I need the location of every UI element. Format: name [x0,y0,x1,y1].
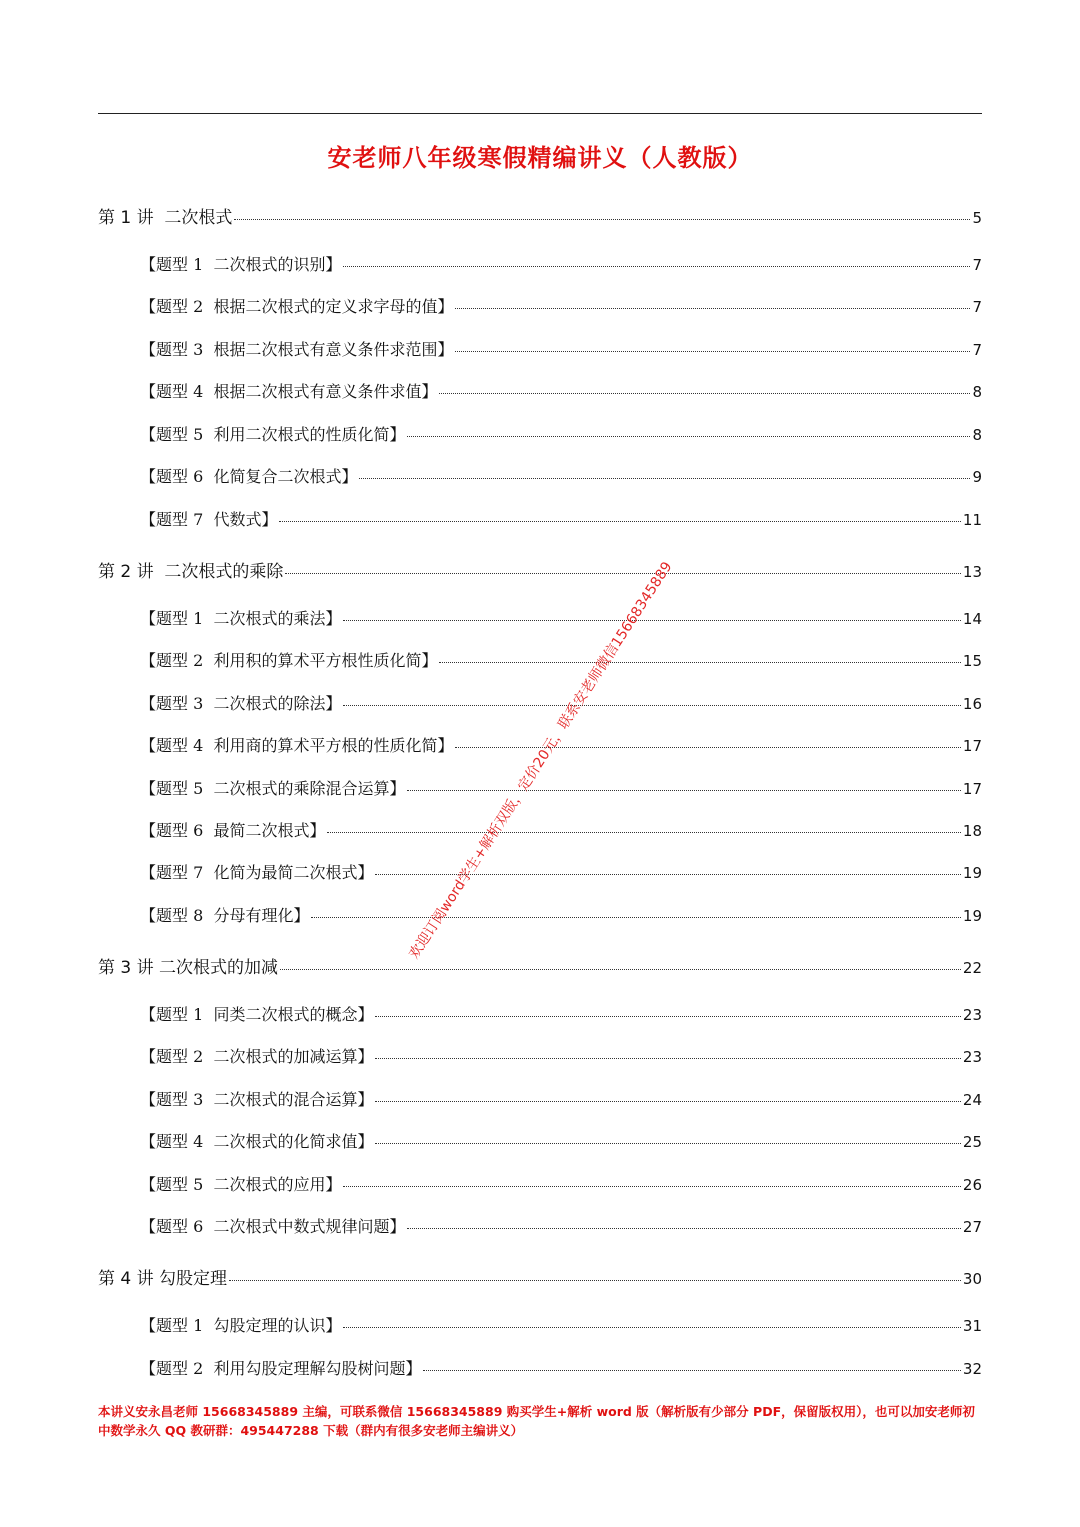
toc-section-entry[interactable] [140,1002,982,1028]
toc-section-entry[interactable] [140,818,982,844]
toc-chapter-entry[interactable] [98,1264,982,1290]
toc-page-number: 26 [962,1176,982,1194]
toc-entry-label: 【题型 3 二次根式的混合运算】 [140,1090,374,1109]
toc-section-entry[interactable] [140,1044,982,1070]
toc-page-number: 7 [972,298,982,316]
toc-entry-label: 第 2 讲 二次根式的乘除 [98,562,284,582]
toc-page-number: 31 [962,1317,982,1335]
dot-leader [375,1143,960,1144]
toc-section-entry[interactable] [140,606,982,632]
toc-section-entry[interactable] [140,252,982,278]
dot-leader [285,573,960,574]
dot-leader [455,308,970,309]
footer-note: 本讲义安永昌老师 15668345889 主编，可联系微信 15668345889 购买学生+解析 word 版（解析版有少部分 PDF，保留版权用），也可以加安老师初中数学永久 QQ 教研群：495447288 下载（群内有很多安老师主编讲义） [98,1404,975,1438]
dot-leader [343,620,960,621]
dot-leader [407,1228,960,1229]
dot-leader [359,478,970,479]
dot-leader [234,219,970,220]
toc-page-number: 19 [962,907,982,925]
toc-section-entry[interactable] [140,776,982,802]
toc-section-entry[interactable] [140,1356,982,1382]
toc-page-number: 19 [962,864,982,882]
toc-entry-label: 第 1 讲 二次根式 [98,208,233,228]
dot-leader [407,790,960,791]
dot-leader [343,705,960,706]
toc-chapter-entry[interactable] [98,953,982,979]
dot-leader [311,917,960,918]
toc-section-entry[interactable] [140,1129,982,1155]
toc-page-number: 18 [962,822,982,840]
dot-leader [439,393,970,394]
toc-page-number: 14 [962,610,982,628]
toc-page-number: 22 [962,959,982,977]
toc-page-number: 23 [962,1006,982,1024]
toc-entry-label: 【题型 6 最简二次根式】 [140,821,326,840]
dot-leader [423,1370,960,1371]
toc-entry-label: 第 4 讲 勾股定理 [98,1269,228,1289]
toc-entry-label: 【题型 4 根据二次根式有意义条件求值】 [140,382,438,401]
document-title: 安老师八年级寒假精编讲义（人教版） [327,143,753,172]
toc-section-entry[interactable] [140,1313,982,1339]
dot-leader [455,747,960,748]
dot-leader [343,266,970,267]
toc-entry-label: 【题型 1 勾股定理的认识】 [140,1316,342,1335]
toc-entry-label: 【题型 3 二次根式的除法】 [140,694,342,713]
toc-entry-label: 【题型 4 利用商的算术平方根的性质化简】 [140,736,454,755]
toc-entry-label: 【题型 1 二次根式的识别】 [140,255,342,274]
toc-entry-label: 【题型 2 利用勾股定理解勾股树问题】 [140,1359,422,1378]
toc-entry-label: 【题型 1 二次根式的乘法】 [140,609,342,628]
toc-section-entry[interactable] [140,860,982,886]
toc-chapter-entry[interactable] [98,203,982,229]
toc-entry-label: 【题型 2 根据二次根式的定义求字母的值】 [140,297,454,316]
toc-section-entry[interactable] [140,903,982,929]
toc-entry-label: 【题型 2 二次根式的加减运算】 [140,1047,374,1066]
toc-page-number: 11 [962,511,982,529]
toc-entry-label: 【题型 6 二次根式中数式规律问题】 [140,1217,406,1236]
toc-entry-label: 【题型 6 化简复合二次根式】 [140,467,358,486]
toc-page-number: 13 [962,563,982,581]
toc-section-entry[interactable] [140,337,982,363]
dot-leader [455,351,970,352]
watermark: 欢迎订阅word学生+解析双版，定价20元，联系安老师微信15668345889 [406,559,676,962]
toc-page-number: 5 [972,209,982,227]
toc-section-entry[interactable] [140,1087,982,1113]
toc-entry-label: 【题型 3 根据二次根式有意义条件求范围】 [140,340,454,359]
toc-entry-label: 【题型 5 利用二次根式的性质化简】 [140,425,406,444]
toc-page-number: 25 [962,1133,982,1151]
toc-entry-label: 【题型 7 化简为最简二次根式】 [140,863,374,882]
toc-entry-label: 【题型 5 二次根式的应用】 [140,1175,342,1194]
dot-leader [229,1280,961,1281]
dot-leader [375,1101,960,1102]
dot-leader [375,1058,960,1059]
toc-entry-label: 【题型 1 同类二次根式的概念】 [140,1005,374,1024]
toc-section-entry[interactable] [140,422,982,448]
toc-page-number: 16 [962,695,982,713]
toc-page-number: 9 [972,468,982,486]
toc-page-number: 8 [972,383,982,401]
toc-section-entry[interactable] [140,294,982,320]
toc-page-number: 7 [972,256,982,274]
toc-page-number: 27 [962,1218,982,1236]
toc-section-entry[interactable] [140,464,982,490]
dot-leader [280,969,961,970]
dot-leader [439,662,960,663]
toc-entry-label: 【题型 5 二次根式的乘除混合运算】 [140,779,406,798]
toc-section-entry[interactable] [140,1172,982,1198]
toc-page-number: 17 [962,780,982,798]
toc-page-number: 23 [962,1048,982,1066]
dot-leader [327,832,960,833]
toc-entry-label: 【题型 7 代数式】 [140,510,278,529]
toc-page-number: 17 [962,737,982,755]
toc-entry-label: 【题型 4 二次根式的化简求值】 [140,1132,374,1151]
dot-leader [343,1327,960,1328]
dot-leader [375,1016,960,1017]
dot-leader [279,521,960,522]
toc-section-entry[interactable] [140,1214,982,1240]
dot-leader [343,1186,960,1187]
toc-entry-label: 【题型 8 分母有理化】 [140,906,310,925]
dot-leader [407,436,970,437]
toc-section-entry[interactable] [140,648,982,674]
toc-page-number: 24 [962,1091,982,1109]
toc-page-number: 7 [972,341,982,359]
toc-section-entry[interactable] [140,379,982,405]
toc-section-entry[interactable] [140,507,982,533]
toc-entry-label: 【题型 2 利用积的算术平方根性质化简】 [140,651,438,670]
toc-chapter-entry[interactable] [98,557,982,583]
toc-page-number: 30 [962,1270,982,1288]
toc-page-number: 32 [962,1360,982,1378]
toc-entry-label: 第 3 讲 二次根式的加减 [98,958,279,978]
toc-page-number: 8 [972,426,982,444]
toc-page-number: 15 [962,652,982,670]
